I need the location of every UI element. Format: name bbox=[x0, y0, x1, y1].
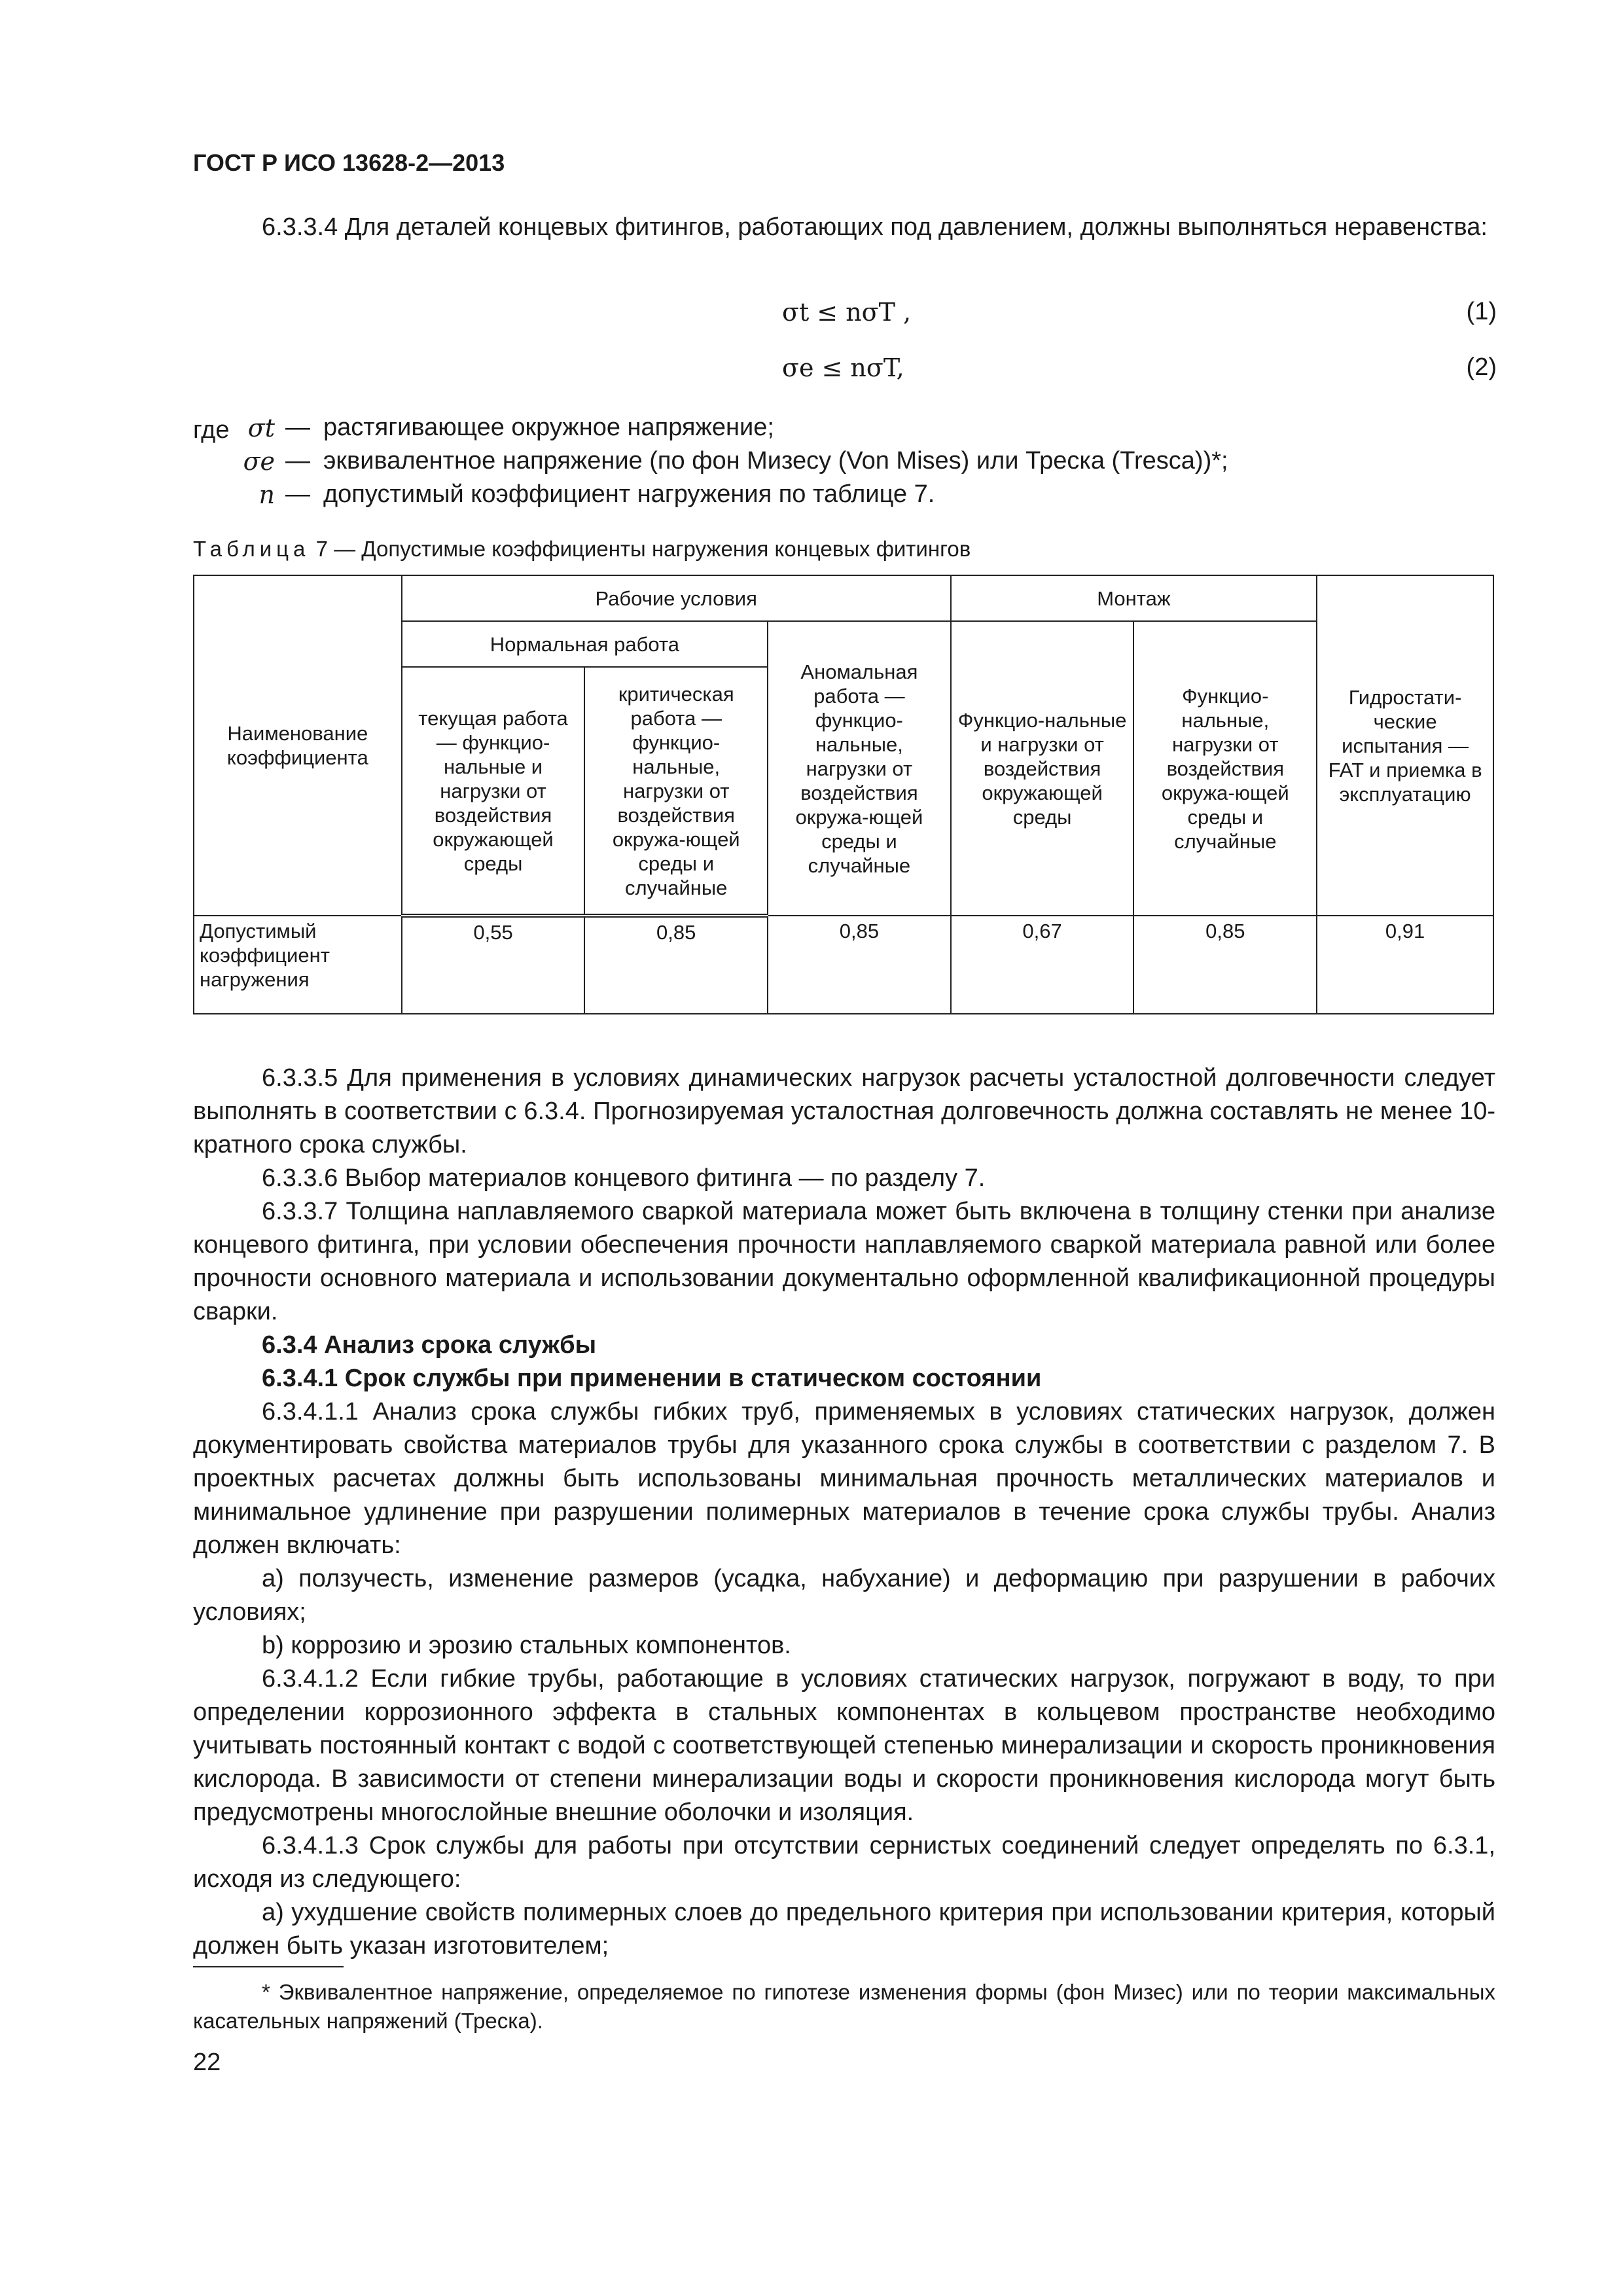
header-hydrostatic-tests: Гидростати-ческие испытания — FAT и приемка в эксплуатацию bbox=[1317, 575, 1493, 916]
table-caption-text: 7 — Допустимые коэффициенты нагружения концевых фитингов bbox=[315, 537, 971, 561]
header-mounting-functional: Функцио-нальные и нагрузки от воздействия окружающей среды bbox=[951, 621, 1134, 916]
heading-6-3-4-1: 6.3.4.1 Срок службы при применении в статическом состоянии bbox=[262, 1365, 1042, 1392]
footnote: * Эквивалентное напряжение, определяемое по гипотезе изменения формы (фон Мизес) или по теории максимальных касательных напряжений (Треска). bbox=[193, 1980, 1495, 2033]
table-caption bbox=[193, 537, 971, 562]
paragraph-6-3-4-1-2: 6.3.4.1.2 Если гибкие трубы, работающие в условиях статических нагрузок, погружают в воду, то при определении коррозионного эффекта в стальных компонентах в кольцевом пространстве необходимо учитывать постоянный контакт с водой с соответствующей степенью минерализации и скорость проникновения кислорода. В зависимости от степени минерализации воды и скорости проникновения кислорода могут быть предусмотрены многослойные внешние оболочки и изоляция. bbox=[193, 1665, 1495, 1826]
footnote-separator bbox=[193, 1966, 344, 1967]
page-number: 22 bbox=[193, 2049, 221, 2076]
table-7 bbox=[193, 575, 1494, 1014]
list-item-b-corrosion: b) коррозию и эрозию стальных компонентов. bbox=[262, 1632, 791, 1659]
definition-dash: — bbox=[285, 414, 310, 441]
heading-6-3-4: 6.3.4 Анализ срока службы bbox=[262, 1331, 597, 1359]
paragraph-6-3-3-4: 6.3.3.4 Для деталей концевых фитингов, работающих под давлением, должны выполняться неравенства: bbox=[262, 213, 1488, 241]
formula-1: σt ≤ nσT , bbox=[782, 298, 912, 327]
equation-number-2: (2) bbox=[1466, 353, 1497, 381]
list-item-a-creep: a) ползучесть, изменение размеров (усадка, набухание) и деформацию при разрушении в рабочих условиях; bbox=[193, 1565, 1495, 1626]
paragraph-6-3-4-1-3: 6.3.4.1.3 Срок службы для работы при отсутствии сернистых соединений следует определять по 6.3.1, исходя из следующего: bbox=[193, 1832, 1495, 1893]
header-critical-operation: критическая работа — функцио-нальные, нагрузки от воздействия окружа-ющей среды и случайные bbox=[584, 667, 768, 916]
formula-2: σe ≤ nσT, bbox=[782, 353, 904, 382]
header-normal-operation: Нормальная работа bbox=[402, 621, 768, 667]
row-label: Допустимый коэффициент нагружения bbox=[194, 916, 402, 1014]
header-abnormal-operation: Аномальная работа — функцио-нальные, нагрузки от воздействия окружа-ющей среды и случайные bbox=[768, 621, 951, 916]
symbol-n: n bbox=[259, 480, 275, 509]
header-mounting-accidental: Функцио-нальные, нагрузки от воздействия окружа-ющей среды и случайные bbox=[1133, 621, 1317, 916]
table-cell: 0,85 bbox=[768, 916, 951, 1014]
definition-dash: — bbox=[285, 480, 310, 508]
symbol-sigma-e: σe bbox=[243, 447, 275, 476]
document-header: ГОСТ Р ИСО 13628-2—2013 bbox=[193, 149, 505, 176]
definition-sigma-e: эквивалентное напряжение (по фон Мизесу (Von Mises) или Треска (Tresca))*; bbox=[323, 447, 1228, 475]
list-item-a-degradation: a) ухудшение свойств полимерных слоев до предельного критерия при использовании критерия, который должен быть указан изготовителем; bbox=[193, 1899, 1495, 1960]
paragraph-6-3-3-6: 6.3.3.6 Выбор материалов концевого фитинга — по разделу 7. bbox=[262, 1164, 986, 1192]
table-cell: 0,85 bbox=[584, 916, 768, 1014]
definition-sigma-t: растягивающее окружное напряжение; bbox=[323, 414, 774, 441]
table-cell: 0,85 bbox=[1133, 916, 1317, 1014]
header-coefficient-name: Наименование коэффициента bbox=[194, 575, 402, 916]
paragraph-6-3-3-7: 6.3.3.7 Толщина наплавляемого сваркой материала может быть включена в толщину стенки при анализе концевого фитинга, при условии обеспечения прочности наплавляемого сваркой материала равной или более прочности основного материала и использовании документально оформленной квалификационной процедуры сварки. bbox=[193, 1198, 1495, 1325]
table-cell: 0,91 bbox=[1317, 916, 1493, 1014]
header-current-operation: текущая работа — функцио-нальные и нагрузки от воздействия окружающей среды bbox=[402, 667, 585, 916]
table-caption-word: Таблица bbox=[193, 537, 310, 561]
paragraph-6-3-4-1-1: 6.3.4.1.1 Анализ срока службы гибких труб, применяемых в условиях статических нагрузок, должен документировать свойства материалов трубы для указанного срока службы в соответствии с разделом 7. В проектных расчетах должны быть использованы минимальная прочность металлических материалов и минимальное удлинение при разрушении полимерных материалов в течение срока службы трубы. Анализ должен включать: bbox=[193, 1398, 1495, 1559]
header-working-conditions: Рабочие условия bbox=[402, 575, 951, 621]
header-mounting: Монтаж bbox=[951, 575, 1317, 621]
definition-n: допустимый коэффициент нагружения по таблице 7. bbox=[323, 480, 935, 508]
table-cell: 0,55 bbox=[402, 916, 585, 1014]
table-cell: 0,67 bbox=[951, 916, 1134, 1014]
definition-dash: — bbox=[285, 447, 310, 475]
where-word: где bbox=[193, 416, 230, 444]
paragraph-6-3-3-5: 6.3.3.5 Для применения в условиях динамических нагрузок расчеты усталостной долговечности следует выполнять в соответствии с 6.3.4. Прогнозируемая усталостная долговечность должна составлять не менее 10-кратного срока службы. bbox=[193, 1064, 1495, 1158]
symbol-sigma-t: σt bbox=[247, 414, 275, 442]
equation-number-1: (1) bbox=[1466, 298, 1497, 325]
